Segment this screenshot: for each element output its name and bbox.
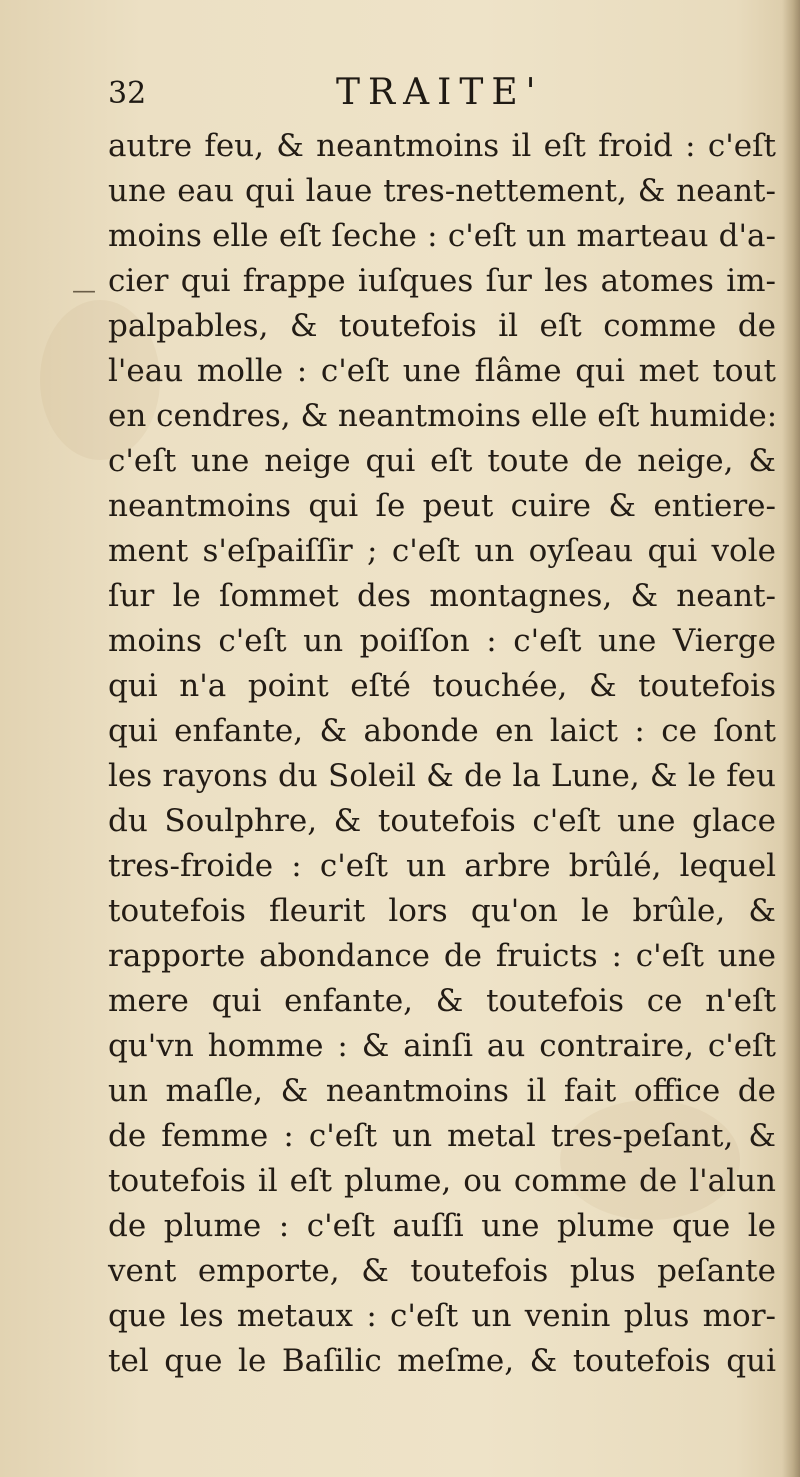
running-title: TRAITE' [336, 72, 544, 113]
margin-dash: — [72, 276, 96, 304]
text-line: tel que le Baſilic meſme, & toutefois qui [108, 1343, 776, 1379]
text-line: cier qui frappe iuſques ſur les atomes im- [108, 263, 776, 299]
text-line: mere qui enfante, & toutefois ce n'eſt [108, 983, 776, 1019]
text-line: moins elle eſt ſeche : c'eſt un marteau d'a- [108, 218, 776, 254]
text-line: rapporte abondance de fruicts : c'eſt une [108, 938, 776, 974]
text-line: en cendres, & neantmoins elle eſt humide: [108, 398, 778, 434]
text-line: que les metaux : c'eſt un venin plus mor- [108, 1298, 776, 1334]
text-line: moins c'eſt un poiſſon : c'eſt une Vierge [108, 623, 776, 659]
text-line: de plume : c'eſt auſſi une plume que le [108, 1208, 776, 1244]
text-line: autre feu, & neantmoins il eſt froid : c'eſt [108, 128, 776, 164]
text-line: qu'vn homme : & ainſi au contraire, c'eſt [108, 1028, 776, 1064]
text-line: toutefois il eſt plume, ou comme de l'alun [108, 1163, 776, 1199]
text-line: tres-froide : c'eſt un arbre brûlé, lequel [108, 848, 776, 884]
text-line: ſur le ſommet des montagnes, & neant- [108, 578, 776, 614]
page-number: 32 [108, 76, 147, 111]
text-line: palpables, & toutefois il eſt comme de [108, 308, 776, 344]
text-line: une eau qui laue tres-nettement, & neant- [108, 173, 776, 209]
text-line: qui enfante, & abonde en laict : ce ſont [108, 713, 776, 749]
text-line: un maſle, & neantmoins il fait office de [108, 1073, 776, 1109]
page-header [104, 72, 764, 122]
text-line: du Soulphre, & toutefois c'eſt une glace [108, 803, 776, 839]
text-line: vent emporte, & toutefois plus peſante [108, 1253, 776, 1289]
text-line: de femme : c'eſt un metal tres-peſant, & [108, 1118, 776, 1154]
body-text [108, 124, 776, 1384]
page-gutter-edge [782, 0, 800, 1477]
text-line: toutefois fleurit lors qu'on le brûle, & [108, 893, 776, 929]
text-line: c'eſt une neige qui eſt toute de neige, & [108, 443, 776, 479]
text-line: les rayons du Soleil & de la Lune, & le feu [108, 758, 776, 794]
text-line: neantmoins qui ſe peut cuire & entiere- [108, 488, 776, 524]
text-line: qui n'a point eſté touchée, & toutefois [108, 668, 776, 704]
text-line: ment s'eſpaiſſir ; c'eſt un oyſeau qui vole [108, 533, 776, 569]
text-line: l'eau molle : c'eſt une flâme qui met tout [108, 353, 776, 389]
